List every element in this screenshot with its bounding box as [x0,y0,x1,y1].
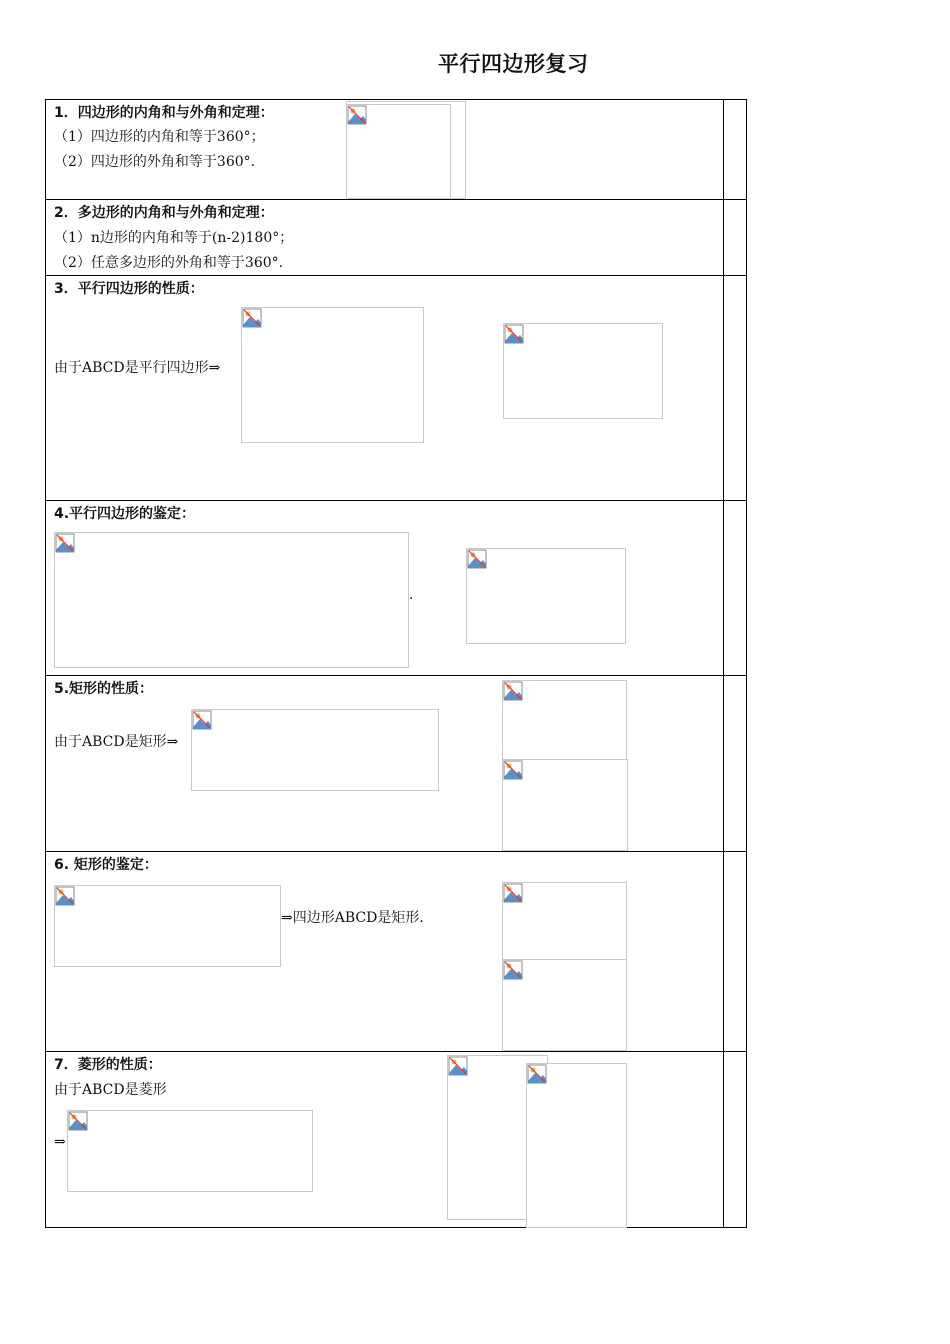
section-7-line-1: 由于ABCD是菱形 [54,1082,167,1098]
section-1-heading: 1．四边形的内角和与外角和定理： [54,105,274,121]
broken-image-icon [504,324,524,344]
row-divider [45,275,747,276]
figure-image [502,759,628,851]
figure-image [54,885,281,967]
figure-image [503,323,663,419]
section-1-line-1: （1）四边形的内角和等于360°； [54,129,265,145]
section-1-line-2: （2）四边形的外角和等于360°. [54,154,256,170]
broken-image-icon [347,105,367,125]
section-2-line-1: （1）n边形的内角和等于(n-2)180°； [54,230,294,246]
section-4-period: . [409,587,414,603]
section-3-heading: 3．平行四边形的性质： [54,281,204,297]
section-7-heading: 7．菱形的性质： [54,1057,162,1073]
page-title: 平行四边形复习 [438,52,589,76]
broken-image-icon [503,760,523,780]
row-divider [45,500,747,501]
broken-image-icon [448,1056,468,1076]
table-column-divider [723,99,724,1228]
figure-image [54,532,409,668]
broken-image-icon [527,1064,547,1084]
figure-image [502,959,627,1051]
broken-image-icon [242,308,262,328]
section-2-heading: 2．多边形的内角和与外角和定理： [54,205,274,221]
section-3-line-1: 由于ABCD是平行四边形⇒ [54,360,221,376]
figure-image [346,104,451,199]
broken-image-icon [503,960,523,980]
broken-image-icon [55,886,75,906]
broken-image-icon [68,1111,88,1131]
broken-image-icon [503,681,523,701]
section-4-heading: 4.平行四边形的鉴定： [54,506,196,522]
section-5-heading: 5.矩形的性质： [54,681,154,697]
broken-image-icon [55,533,75,553]
section-6-heading: 6. 矩形的鉴定： [54,857,158,873]
section-6-line-1: ⇒四边形ABCD是矩形. [281,910,424,926]
section-2-line-2: （2）任意多边形的外角和等于360°. [54,255,284,271]
figure-image [466,548,626,644]
figure-image [526,1063,627,1228]
figure-image [241,307,424,443]
figure-image [67,1110,313,1192]
row-divider [45,199,747,200]
broken-image-icon [467,549,487,569]
row-divider [45,851,747,852]
broken-image-icon [192,710,212,730]
figure-image [191,709,439,791]
section-5-line-1: 由于ABCD是矩形⇒ [54,734,179,750]
broken-image-icon [503,883,523,903]
row-divider [45,1051,747,1052]
section-7-line-2: ⇒ [54,1134,66,1150]
row-divider [45,675,747,676]
